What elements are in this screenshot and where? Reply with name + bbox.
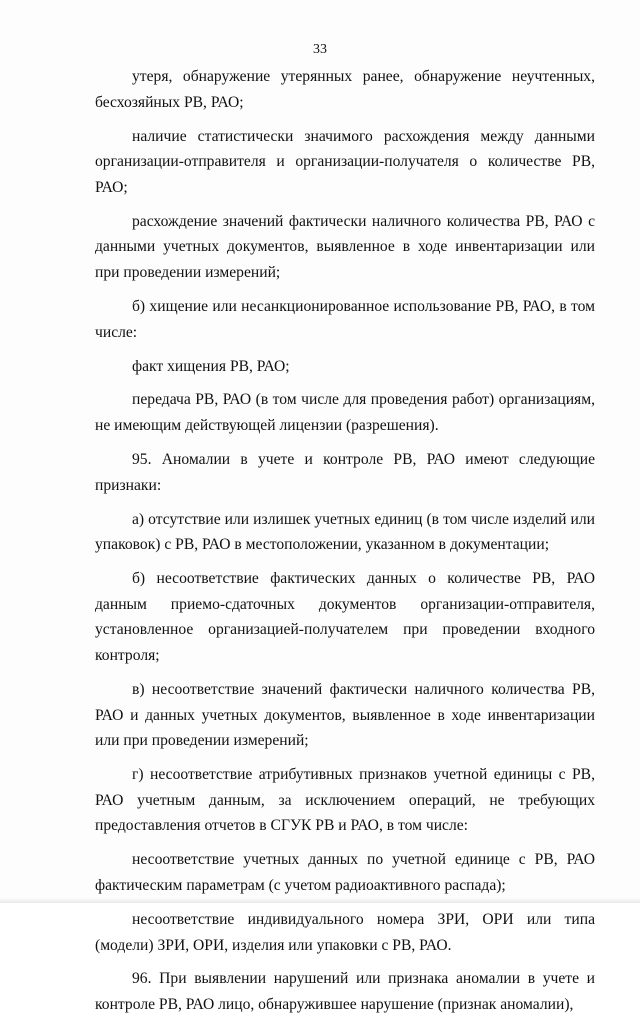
paragraph-unlicensed-transfer: передача РВ, РАО (в том числе для проведения работ) организациям, не имеющим действующей лицензии (разрешения). <box>95 391 595 435</box>
paragraph-95-anomalies: 95. Аномалии в учете и контроле РВ, РАО имеют следующие признаки: <box>95 451 595 494</box>
paragraph-inventory-discrepancy: расхождение значений фактически наличного количества РВ, РАО с данными учетных документов, выявленное в ходе инвентаризации или при проведении измерений; <box>95 212 595 281</box>
page-number: 33 <box>313 42 327 57</box>
paragraph-item-b-theft: б) хищение или несанкционированное использование РВ, РАО, в том числе: <box>95 297 595 341</box>
paragraph-loss-detection: утеря, обнаружение утерянных ранее, обнаружение неучтенных, бесхозяйных РВ, РАО; <box>95 68 595 111</box>
paragraph-95-item-a: а) отсутствие или излишек учетных единиц (в том числе изделий или упаковок) с РВ, РАО в местоположении, указанном в документации; <box>95 510 595 554</box>
paragraph-theft-fact: факт хищения РВ, РАО; <box>132 357 290 375</box>
paragraph-serial-number-mismatch: несоответствие индивидуального номера ЗРИ, ОРИ или типа (модели) ЗРИ, ОРИ, изделия или упаковки с РВ, РАО. <box>95 910 595 954</box>
paragraph-statistical-discrepancy: наличие статистически значимого расхождения между данными организации-отправителя и организации-получателя о количестве РВ, РАО; <box>95 127 595 196</box>
paragraph-95-item-d: г) несоответствие атрибутивных признаков учетной единицы с РВ, РАО учетным данным, за исключением операций, не требующих предоставления отчетов в СГУК РВ и РАО, в том числе: <box>95 766 595 835</box>
paragraph-accounting-data-mismatch: несоответствие учетных данных по учетной единице с РВ, РАО фактическим параметрам (с учетом радиоактивного распада); <box>95 851 595 894</box>
scan-bottom-edge <box>0 897 640 903</box>
paragraph-96-violation-detection: 96. При выявлении нарушений или признака аномалии в учете и контроле РВ, РАО лицо, обнаружившее нарушение (признак аномалии), <box>95 970 595 1014</box>
paragraph-95-item-c: в) несоответствие значений фактически наличного количества РВ, РАО и данных учетных документов, выявленное в ходе инвентаризации или при проведении измерений; <box>95 680 595 750</box>
document-body <box>95 64 595 1026</box>
paragraph-95-item-b: б) несоответствие фактических данных о количестве РВ, РАО данным приемо-сдаточных документов организации-отправителя, установленное организацией-получателем при проведении входного контроля; <box>95 570 595 664</box>
